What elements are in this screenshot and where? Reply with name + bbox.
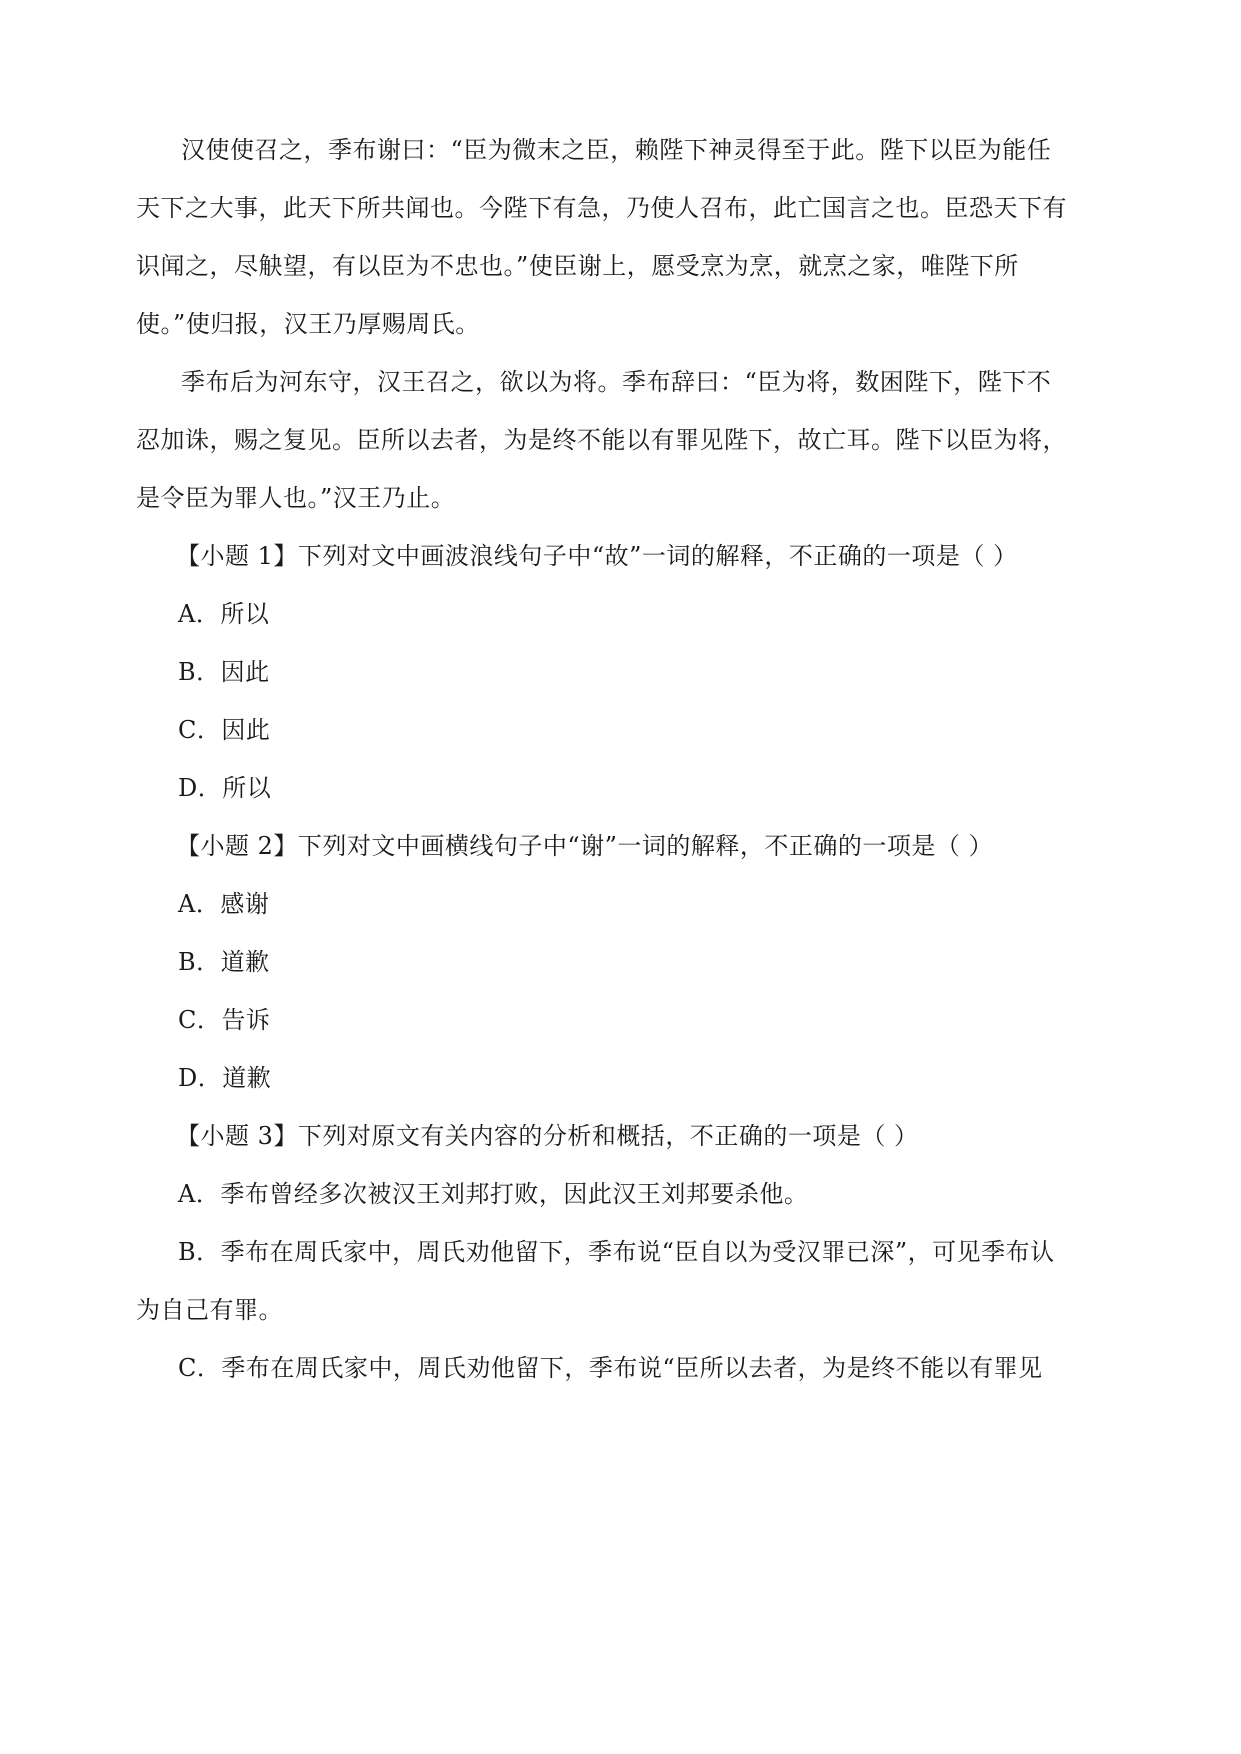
question-stem: 【小题 2】下列对文中画横线句子中“谢”一词的解释，不正确的一项是（ ） — [176, 832, 994, 860]
passage-line: 是令臣为罪人也。”汉王乃止。 — [136, 484, 456, 512]
question-option-continuation: 为自己有罪。 — [136, 1296, 283, 1324]
passage-line: 识闻之，尽觖望，有以臣为不忠也。”使臣谢上，愿受烹为烹，就烹之家，唯陛下所 — [136, 252, 1019, 280]
question-option: D．道歉 — [178, 1064, 272, 1092]
question-option: B．因此 — [178, 658, 270, 686]
passage-line: 使。”使归报，汉王乃厚赐周氏。 — [136, 310, 480, 338]
question-option: A．季布曾经多次被汉王刘邦打败，因此汉王刘邦要杀他。 — [178, 1180, 809, 1208]
question-option: B．季布在周氏家中，周氏劝他留下，季布说“臣自以为受汉罪已深”，可见季布认 — [178, 1238, 1055, 1266]
question-option: A．所以 — [178, 600, 270, 628]
question-stem: 【小题 1】下列对文中画波浪线句子中“故”一词的解释，不正确的一项是（ ） — [176, 542, 1018, 570]
question-option: C．季布在周氏家中，周氏劝他留下，季布说“臣所以去者，为是终不能以有罪见 — [178, 1354, 1043, 1382]
question-option: B．道歉 — [178, 948, 270, 976]
passage-line: 天下之大事，此天下所共闻也。今陛下有急，乃使人召布，此亡国言之也。臣恐天下有 — [136, 194, 1067, 222]
question-option: C．告诉 — [178, 1006, 271, 1034]
question-option: C．因此 — [178, 716, 271, 744]
passage-line: 忍加诛，赐之复见。臣所以去者，为是终不能以有罪见陛下，故亡耳。陛下以臣为将， — [136, 426, 1067, 454]
passage-line: 汉使使召之，季布谢曰：“臣为微末之臣，赖陛下神灵得至于此。陛下以臣为能任 — [181, 136, 1052, 164]
passage-line: 季布后为河东守，汉王召之，欲以为将。季布辞曰：“臣为将，数困陛下，陛下不 — [181, 368, 1052, 396]
question-stem: 【小题 3】下列对原文有关内容的分析和概括，不正确的一项是（ ） — [176, 1122, 919, 1150]
question-option: D．所以 — [178, 774, 272, 802]
question-option: A．感谢 — [178, 890, 270, 918]
